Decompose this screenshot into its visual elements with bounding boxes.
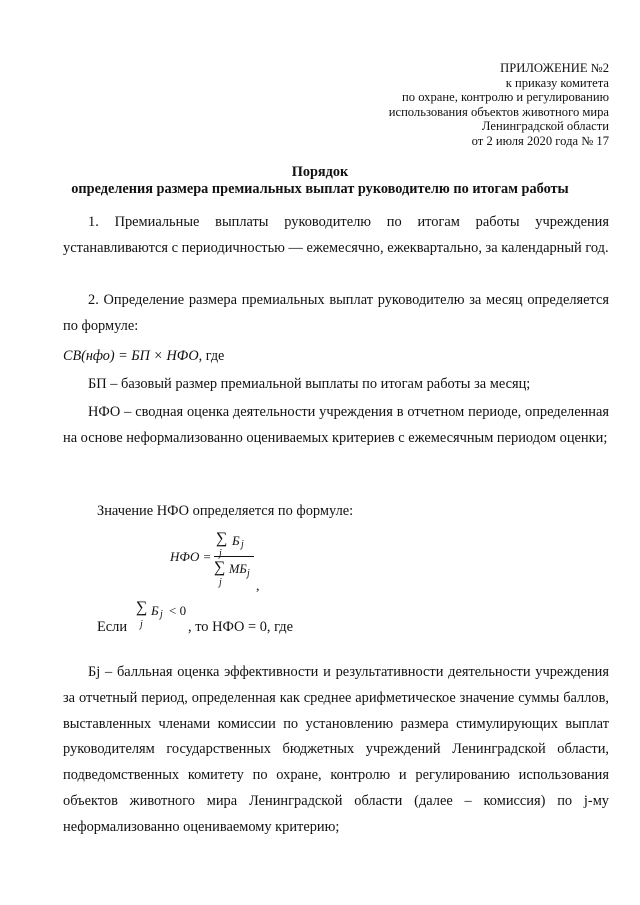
bp-definition: БП – базовый размер премиальной выплаты по итогам работы за месяц; <box>88 376 531 392</box>
header-line: от 2 июля 2020 года № 17 <box>471 133 609 148</box>
title-line-2: определения размера премиальных выплат руководителю по итогам работы <box>71 180 569 197</box>
denominator-variable: МБ <box>229 562 247 576</box>
header-line: по охране, контролю и регулированию <box>402 90 609 105</box>
nfo-formula-lhs: НФО = <box>170 549 212 564</box>
fraction-bar <box>214 556 254 557</box>
numerator-index: j <box>219 548 222 559</box>
denominator-subscript: j <box>247 568 250 579</box>
appendix-header <box>389 61 609 149</box>
header-line: ПРИЛОЖЕНИЕ №2 <box>500 61 609 75</box>
document-title <box>0 164 640 197</box>
title-line-1: Порядок <box>291 164 349 180</box>
denominator-index: j <box>219 577 222 588</box>
condition-sum-symbol: ∑ <box>136 599 148 616</box>
numerator-variable: Б <box>232 533 240 548</box>
header-line: к приказу комитета <box>505 75 609 90</box>
condition-relation: < 0 <box>169 603 187 618</box>
if-result: , то НФО = 0, где <box>188 619 294 635</box>
numerator-sum-symbol: ∑ <box>216 530 228 547</box>
header-line: использования объектов животного мира <box>388 104 609 119</box>
denominator-sum-symbol: ∑ <box>214 559 226 576</box>
if-label: Если <box>97 619 128 635</box>
main-formula <box>63 348 224 365</box>
header-line: Ленинградской области <box>481 119 609 134</box>
formula-trailing-comma: , <box>256 579 260 594</box>
formula-suffix: , где <box>198 348 225 364</box>
condition-subscript: j <box>160 609 163 620</box>
formula-expression: СВ(нфо) = БП × НФО <box>63 348 199 364</box>
condition-variable: Б <box>151 603 159 618</box>
nfo-definition: НФО – сводная оценка деятельности учреждения в отчетном периоде, определенная на основе неформализованно оцениваемых критериев с ежемесячным периодом оценки; <box>63 404 609 446</box>
paragraph-2: 2. Определение размера премиальных выплат руководителю за месяц определяется по формуле: <box>63 292 609 334</box>
nfo-intro: Значение НФО определяется по формуле: <box>97 503 354 519</box>
numerator-subscript: j <box>241 539 244 550</box>
condition-index: j <box>140 619 143 630</box>
bj-definition: Бj – балльная оценка эффективности и результативности деятельности учреждения за отчетный период, определенная как среднее арифметическое значение суммы баллов, выставленных членами комиссии по установлению размера стимулирующих выплат руководителям государственных бюджетных учреждений Ленинградской области, подведомственных комитету по охране, контролю и регулированию использования объектов животного мира Ленинградской области (далее – комиссия) по j-му неформализованно оцениваемому критерию; <box>63 664 609 835</box>
paragraph-1: 1. Премиальные выплаты руководителю по итогам работы учреждения устанавливаются с периодичностью — ежемесячно, ежеквартально, за календарный год. <box>63 214 609 256</box>
